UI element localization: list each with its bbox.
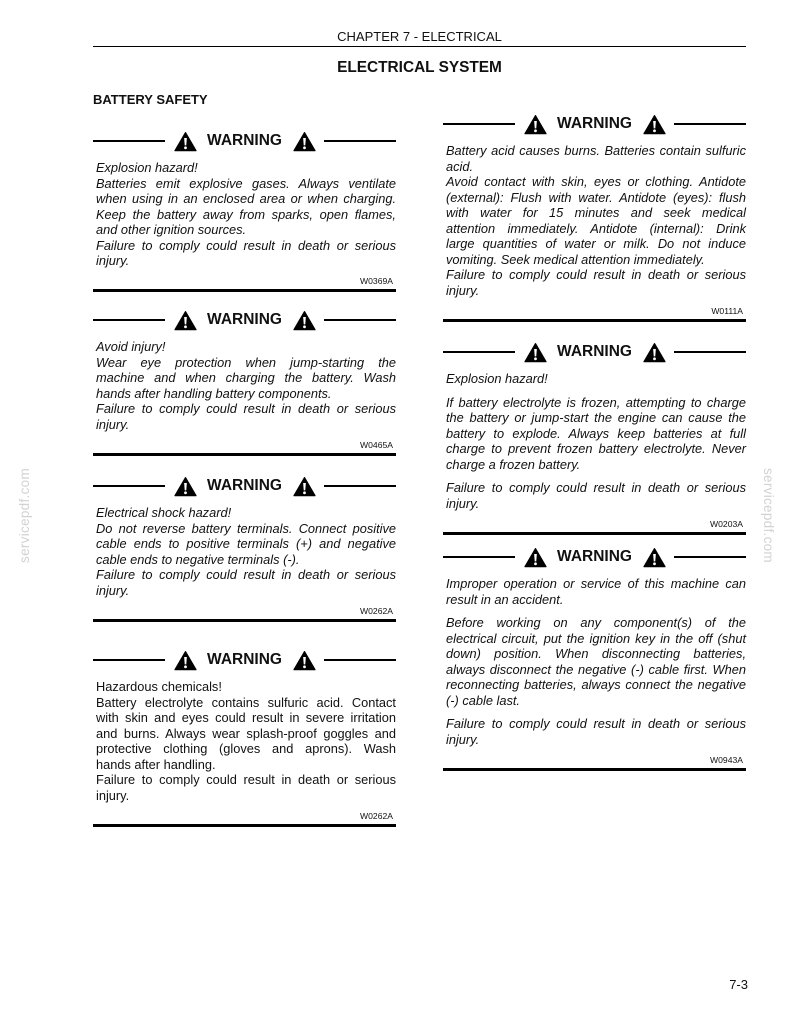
warning-paragraph <box>446 480 746 511</box>
warning-text-line: result in an accident. <box>446 591 564 607</box>
warning-text-line: Explosion hazard! <box>96 160 198 175</box>
page-number: 7-3 <box>729 977 748 992</box>
warning-text-line: Avoid contact with skin, eyes or clothing. Antidote <box>446 174 746 189</box>
warning-text-line: charge to prevent frozen battery electrolyte. Never <box>446 441 746 456</box>
warning-paragraph <box>96 679 396 695</box>
warning-message <box>93 505 396 598</box>
warning-triangle-icon <box>293 310 316 331</box>
warning-text-line: machine and when charging the battery. Wash <box>96 370 396 385</box>
warning-header <box>93 130 396 152</box>
signal-word: WARNING <box>557 115 632 132</box>
warning-message <box>93 339 396 432</box>
warning-message <box>443 371 746 511</box>
warning-paragraph <box>446 716 746 747</box>
header-rule <box>93 46 746 47</box>
warning-text-line: Improper operation or service of this machine can <box>446 576 746 591</box>
warning-message <box>443 576 746 747</box>
warning-text-line: and burns. Always wear splash-proof goggles and <box>96 725 396 741</box>
warning-code: W0203A <box>710 518 743 529</box>
warning-text-line: and other ignition sources. <box>96 222 247 237</box>
warning-paragraph <box>96 772 396 803</box>
warning-paragraph <box>446 174 746 267</box>
warning-text-line: electrical circuit, put the ignition key in the off (shut <box>446 630 746 646</box>
header-rule-left <box>443 556 515 558</box>
warning-paragraph <box>96 176 396 238</box>
warning-text-line: cable ends to positive terminals (+) and negative <box>96 536 396 551</box>
warning-paragraph <box>96 355 396 402</box>
warning-text-line: Wear eye protection when jump-starting the <box>96 354 396 370</box>
warning-bottom-rule <box>93 453 396 456</box>
warning-bottom-rule <box>443 532 746 535</box>
header-rule-right <box>324 485 396 487</box>
header-rule-right <box>674 123 746 125</box>
warning-text-line: Electrical shock hazard! <box>96 505 232 520</box>
signal-word: WARNING <box>207 477 282 494</box>
warning-triangle-icon <box>643 342 666 363</box>
warning-header <box>443 113 746 135</box>
warning-paragraph <box>96 401 396 432</box>
header-rule-left <box>93 140 165 142</box>
warning-text-line: Before working on any component(s) of the <box>446 615 746 630</box>
warning-text-line: Batteries emit explosive gases. Always ventilate <box>96 175 396 191</box>
warning-code: W0262A <box>360 810 393 821</box>
warning-text-line: injury. <box>96 416 130 432</box>
header-rule-left <box>443 351 515 353</box>
warning-text-line: when using in an enclosed area or when charging. <box>96 191 396 206</box>
warning-message <box>93 160 396 269</box>
warning-text-line: Failure to comply could result in death or serious <box>446 480 746 495</box>
warning-triangle-icon <box>524 342 547 363</box>
warning-text-line: (external): Flush with water. Antidote (eyes): flush <box>446 189 746 205</box>
warning-code: W0465A <box>360 439 393 450</box>
watermark-right: servicepdf.com <box>761 468 776 563</box>
warning-paragraph <box>446 371 746 387</box>
warning-code: W0943A <box>710 754 743 765</box>
warning-text-line: Do not reverse battery terminals. Connect positive <box>96 520 396 536</box>
warning-text-line: Battery electrolyte contains sulfuric acid. Contact <box>96 694 396 710</box>
warning-header <box>93 649 396 671</box>
warning-text-line: injury. <box>96 787 130 803</box>
warning-text-line: cable ends to negative terminals (-). <box>96 551 300 567</box>
warning-header <box>93 309 396 331</box>
warning-paragraph <box>446 615 746 708</box>
warning-paragraph <box>446 576 746 607</box>
warning-paragraph <box>446 267 746 298</box>
header-rule-right <box>674 351 746 353</box>
warning-paragraph <box>96 339 396 355</box>
warning-code: W0369A <box>360 276 393 286</box>
warning-text-line: Explosion hazard! <box>446 371 548 386</box>
warning-text-line: vomiting. Seek medical attention immediately. <box>446 251 705 267</box>
warning-box <box>93 649 396 827</box>
warning-box <box>93 130 396 292</box>
warning-triangle-icon <box>524 547 547 568</box>
chapter-header: CHAPTER 7 - ELECTRICAL <box>337 29 502 44</box>
warning-box <box>93 475 396 622</box>
warning-box <box>443 341 746 535</box>
warning-text-line: injury. <box>446 282 480 298</box>
warning-text-line: down) position. When disconnecting batteries, <box>446 646 746 661</box>
warning-text-line: with skin and eyes could result in severe irritation <box>96 710 396 725</box>
warning-header <box>443 546 746 568</box>
warning-paragraph <box>96 521 396 568</box>
header-rule-right <box>674 556 746 558</box>
header-rule-left <box>93 319 165 321</box>
warning-text-line: attention immediately. Antidote (internal): Drink <box>446 220 746 236</box>
warning-header <box>443 341 746 363</box>
warning-text-line: protective clothing (gloves and aprons). Wash <box>96 741 396 756</box>
warning-paragraph <box>446 395 746 473</box>
header-rule-left <box>93 485 165 487</box>
warning-bottom-rule <box>93 289 396 292</box>
warning-text-line: Hazardous chemicals! <box>96 679 222 694</box>
warning-box <box>443 113 746 322</box>
warning-triangle-icon <box>293 131 316 152</box>
signal-word: WARNING <box>207 132 282 149</box>
warning-text-line: charge a frozen battery. <box>446 456 581 472</box>
warning-text-line: acid. <box>446 158 474 174</box>
warning-paragraph <box>96 505 396 521</box>
warning-message <box>443 143 746 298</box>
header-rule-right <box>324 319 396 321</box>
header-rule-right <box>324 659 396 661</box>
warning-triangle-icon <box>174 310 197 331</box>
header-rule-left <box>443 123 515 125</box>
warning-text-line: hands after handling battery components. <box>96 385 332 401</box>
warning-text-line: with water for 15 minutes and seek medical <box>446 205 746 220</box>
warning-text-line: battery to explode. Always keep batteries at full <box>446 425 746 441</box>
warning-triangle-icon <box>643 547 666 568</box>
warning-triangle-icon <box>524 114 547 135</box>
warning-text-line: injury. <box>446 731 480 747</box>
signal-word: WARNING <box>557 548 632 565</box>
warning-text-line: (-) cable last. <box>446 692 520 708</box>
warning-text-line: Failure to comply could result in death or serious <box>96 567 396 582</box>
warning-text-line: Failure to comply could result in death or serious <box>96 772 396 787</box>
warning-text-line: injury. <box>96 582 130 598</box>
warning-text-line: Failure to comply could result in death or serious <box>446 267 746 282</box>
warning-bottom-rule <box>93 619 396 622</box>
warning-triangle-icon <box>174 131 197 152</box>
warning-text-line: reconnecting batteries, always connect the negative <box>446 677 746 692</box>
warning-paragraph <box>446 143 746 174</box>
warning-paragraph <box>96 238 396 269</box>
watermark-left: servicepdf.com <box>17 468 32 563</box>
warning-text-line: Failure to comply could result in death or serious <box>96 401 396 416</box>
warning-text-line: Battery acid causes burns. Batteries contain sulfuric <box>446 143 746 158</box>
signal-word: WARNING <box>557 343 632 360</box>
warning-triangle-icon <box>643 114 666 135</box>
warning-text-line: Failure to comply could result in death or serious <box>96 237 396 253</box>
warning-text-line: large quantities of water or milk. Do not induce <box>446 236 746 251</box>
header-rule-left <box>93 659 165 661</box>
warning-triangle-icon <box>293 476 316 497</box>
warning-text-line: always disconnect the negative (-) cable first. When <box>446 661 746 677</box>
page-title: ELECTRICAL SYSTEM <box>337 59 502 76</box>
warning-text-line: the battery or jump-start the engine can cause the <box>446 410 746 425</box>
warning-text-line: Keep the battery away from sparks, open flames, <box>96 206 396 222</box>
warning-box <box>93 309 396 456</box>
section-heading: BATTERY SAFETY <box>93 92 208 107</box>
warning-text-line: If battery electrolyte is frozen, attempting to charge <box>446 394 746 410</box>
warning-triangle-icon <box>293 650 316 671</box>
warning-text-line: Avoid injury! <box>96 339 166 354</box>
signal-word: WARNING <box>207 651 282 668</box>
header-rule-right <box>324 140 396 142</box>
warning-bottom-rule <box>443 768 746 771</box>
warning-text-line: injury. <box>96 253 130 268</box>
warning-text-line: hands after handling. <box>96 756 216 772</box>
warning-message <box>93 679 396 803</box>
warning-triangle-icon <box>174 650 197 671</box>
warning-bottom-rule <box>443 319 746 322</box>
warning-box <box>443 546 746 771</box>
warning-bottom-rule <box>93 824 396 827</box>
warning-code: W0262A <box>360 605 393 616</box>
warning-paragraph <box>96 567 396 598</box>
warning-header <box>93 475 396 497</box>
warning-code: W0111A <box>711 305 743 316</box>
warning-text-line: Failure to comply could result in death or serious <box>446 716 746 731</box>
warning-text-line: injury. <box>446 495 480 511</box>
warning-paragraph <box>96 695 396 773</box>
warning-triangle-icon <box>174 476 197 497</box>
warning-paragraph <box>96 160 396 176</box>
signal-word: WARNING <box>207 311 282 328</box>
